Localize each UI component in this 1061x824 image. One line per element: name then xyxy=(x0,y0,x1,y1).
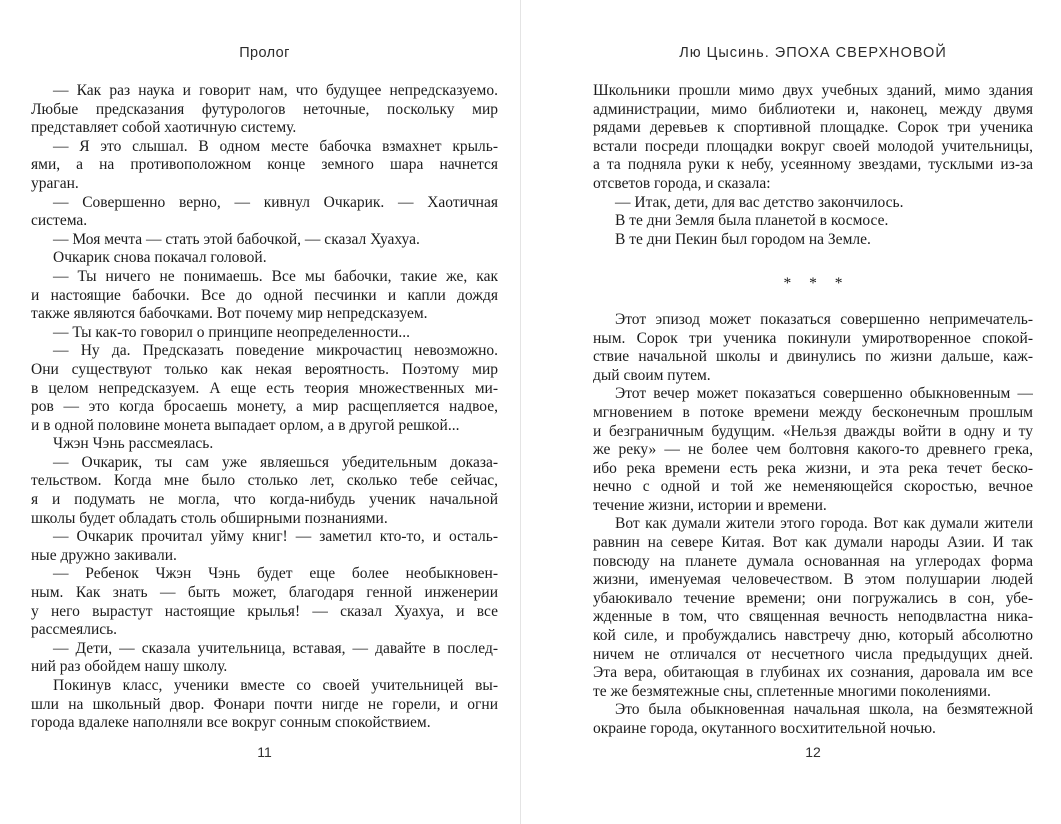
text-line: — Я это слышал. В одном месте бабочка взмахнет крыль- xyxy=(53,137,498,155)
text-line: Это была обыкновенная начальная школа, на безмятежной xyxy=(615,701,1033,719)
text-line: тельством. Когда мне было столько лет, сколько тебе сейчас, xyxy=(31,472,498,490)
paragraph xyxy=(593,82,1033,194)
text-line: Чжэн Чэнь рассмеялась. xyxy=(53,435,214,453)
text-line: Вот как думали жители этого города. Вот как думали жители xyxy=(615,515,1033,533)
text-line: Очкарик снова покачал головой. xyxy=(53,249,267,267)
page-number: 11 xyxy=(257,744,272,760)
paragraph xyxy=(31,324,498,343)
text-line: окраине города, окутанного восхитительной ночью. xyxy=(593,720,936,737)
text-line: — Ребенок Чжэн Чэнь будет еще более необыкновен- xyxy=(53,565,498,583)
running-head: Лю Цысинь. ЭПОХА СВЕРХНОВОЙ xyxy=(679,45,947,61)
paragraph xyxy=(31,138,498,194)
text-line: течение жизни, истории и времени. xyxy=(593,496,827,514)
text-line: ным. Сорок три ученика покинули умиротворенное спокой- xyxy=(593,329,1033,347)
paragraph xyxy=(593,311,1033,385)
text-line: встали посреди площадки вокруг своей молодой учительницы, xyxy=(593,137,1033,155)
text-line: Любые предсказания футурологов неточные, поскольку мир xyxy=(31,100,498,118)
text-line: и безграничным будущим. «Нельзя дважды войти в одну и ту xyxy=(593,422,1033,440)
paragraph xyxy=(31,231,498,250)
text-line: ные дружно закивали. xyxy=(31,546,177,564)
page-body xyxy=(31,82,498,733)
paragraph xyxy=(593,701,1033,738)
text-line: отсветов города, и сказала: xyxy=(593,174,771,192)
text-line: В те дни Земля была планетой в космосе. xyxy=(615,212,889,230)
text-line: — Очкарик, ты сам уже являешься убедительным доказа- xyxy=(53,453,498,471)
paragraph xyxy=(31,82,498,138)
running-head: Пролог xyxy=(239,45,290,61)
text-line: администрации, мимо библиотеки и, наконец, между двумя xyxy=(593,100,1033,118)
paragraph xyxy=(31,528,498,565)
text-line: — Моя мечта — стать этой бабочкой, — сказал Хуахуа. xyxy=(53,230,420,248)
text-line: рассмеялись. xyxy=(31,621,118,639)
text-line: жденные в том, что священная вечность неподвластна ника- xyxy=(593,608,1033,626)
paragraph xyxy=(593,212,1033,231)
text-line: Этот эпизод может показаться совершенно непримечатель- xyxy=(615,310,1033,328)
text-line: повсюду на планете думала основанная на углеродах форма xyxy=(593,552,1033,570)
text-line: те же безмятежные сны, сплетенные многими поколениями. xyxy=(593,682,991,700)
text-line: нечно с одной и той же неменяющейся скоростью, вечное xyxy=(593,478,1033,496)
paragraph xyxy=(31,249,498,268)
text-line: рядами деревьев к спортивной площадке. Сорок три ученика xyxy=(593,119,1033,137)
text-line: и настоящие бабочки. Все до одной песчинки и капли дождя xyxy=(31,286,498,304)
text-line: кой силе, и пробуждались навстречу дню, который абсолютно xyxy=(593,627,1033,645)
text-line: же реку» — не более чем болтовня какого-то древнего грека, xyxy=(593,441,1033,459)
text-line: равнин на севере Китая. Вот как думали народы Азии. И так xyxy=(593,534,1033,552)
page-number: 12 xyxy=(805,744,821,760)
text-line: также являются бабочками. Вот почему мир непредсказуем. xyxy=(31,305,428,323)
paragraph xyxy=(593,385,1033,515)
text-line: — Совершенно верно, — кивнул Очкарик. — Хаотичная xyxy=(53,193,498,211)
paragraph xyxy=(31,454,498,528)
paragraph xyxy=(31,342,498,435)
text-line: ураган. xyxy=(31,174,79,192)
text-line: Этот вечер может показаться совершенно обыкновенным — xyxy=(615,385,1033,403)
paragraph xyxy=(593,231,1033,250)
book-page-right xyxy=(593,0,1033,824)
text-line: система. xyxy=(31,212,88,230)
text-line: — Как раз наука и говорит нам, что будущее непредсказуемо. xyxy=(53,82,498,99)
text-line: Эта вера, обитающая в глубинах их сознания, даровала им все xyxy=(593,664,1033,682)
text-line: — Итак, дети, для вас детство закончилось. xyxy=(615,193,904,211)
text-line: ствие начальной школы и двинулись по жизни дальше, каж- xyxy=(593,348,1033,366)
text-line: и в одной половине монета выпадает орлом, а в другой решкой... xyxy=(31,416,460,434)
text-line: дый своим путем. xyxy=(593,366,711,384)
text-line: а та подняла руки к небу, усеянному звездами, тусклыми из-за xyxy=(593,156,1033,174)
text-line: представляет собой хаотичную систему. xyxy=(31,119,297,137)
paragraph xyxy=(31,640,498,677)
text-line: Школьники прошли мимо двух учебных зданий, мимо здания xyxy=(593,82,1033,99)
book-page-left xyxy=(31,0,498,824)
text-line: у него вырастут настоящие крылья! — сказал Хуахуа, и все xyxy=(31,602,498,620)
text-line: я и подумать не могла, что когда-нибудь ученик начальной xyxy=(31,491,498,509)
text-line: ями, а на противоположном конце земного шара начнется xyxy=(31,156,498,174)
text-line: ний раз обойдем нашу школу. xyxy=(31,658,228,676)
paragraph xyxy=(593,515,1033,701)
text-line: — Ты как-то говорил о принципе неопределенности... xyxy=(53,323,410,341)
text-line: города вдалеке наполняли все вокруг сонным спокойствием. xyxy=(31,714,431,732)
text-line: ибо река времени есть река жизни, и эта река течет беско- xyxy=(593,459,1033,477)
section-separator: * * * xyxy=(783,275,843,293)
text-line: В те дни Пекин был городом на Земле. xyxy=(615,230,871,248)
text-line: мгновением в потоке времени между бесконечным прошлым xyxy=(593,403,1033,421)
text-line: Покинув класс, ученики вместе со своей учительницей вы- xyxy=(53,677,498,694)
paragraph xyxy=(31,194,498,231)
paragraph xyxy=(31,677,498,733)
gutter-divider xyxy=(520,0,521,824)
text-line: шли на школьный двор. Фонари почти нигде не горели, и огни xyxy=(31,695,498,713)
text-line: в целом непредсказуем. А еще есть теория множественных ми- xyxy=(31,379,498,397)
text-line: убаюкивало течение времени; они погружались в сон, убе- xyxy=(593,589,1033,607)
text-line: жизни, именуемая человечеством. В этом полушарии людей xyxy=(593,571,1033,589)
paragraph xyxy=(593,194,1033,213)
text-line: ров — это когда бросаешь монету, а мир расщепляется надвое, xyxy=(31,398,498,416)
text-line: — Ты ничего не понимаешь. Все мы бабочки, такие же, как xyxy=(53,267,498,285)
text-line: ным. Как знать — быть может, благодаря генной инженерии xyxy=(31,584,498,602)
text-line: — Ну да. Предсказать поведение микрочастиц невозможно. xyxy=(53,342,498,360)
text-line: — Очкарик прочитал уйму книг! — заметил кто-то, и осталь- xyxy=(53,528,498,546)
page-body xyxy=(593,82,1033,739)
paragraph xyxy=(31,268,498,324)
paragraph xyxy=(31,435,498,454)
text-line: школы будет обладать столь обширными познаниями. xyxy=(31,509,388,527)
text-line: Они существуют только как некая вероятность. Поэтому мир xyxy=(31,360,498,378)
text-line: ничем не отличался от несчетного числа предыдущих дней. xyxy=(593,645,1033,663)
text-line: — Дети, — сказала учительница, вставая, — давайте в послед- xyxy=(53,639,498,657)
paragraph xyxy=(31,565,498,639)
